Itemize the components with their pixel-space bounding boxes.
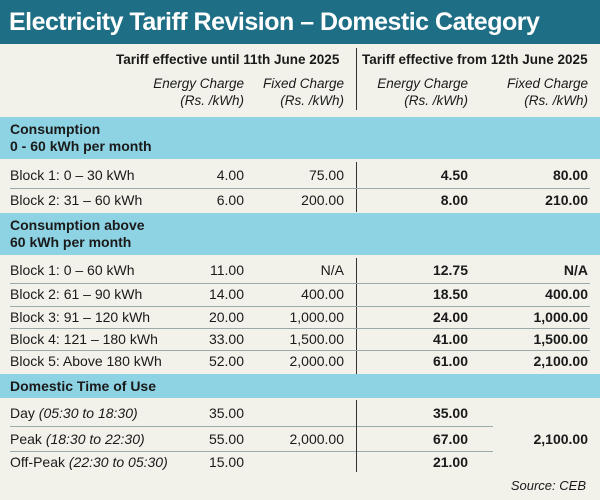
source-caption: Source: CEB <box>510 478 586 493</box>
table-row <box>0 189 600 211</box>
old-fixed-value: 1,500.00 <box>289 331 344 347</box>
row-label: Block 2: 61 – 90 kWh <box>10 286 143 302</box>
row-label <box>10 428 145 450</box>
old-energy-label: Energy Charge <box>153 76 244 91</box>
table-row <box>0 428 600 450</box>
old-fixed-value: 400.00 <box>301 286 344 302</box>
old-energy-value: 35.00 <box>208 405 244 421</box>
new-period-header: Tariff effective from 12th June 2025 <box>362 52 588 67</box>
new-fixed-value: N/A <box>563 262 588 278</box>
old-energy-value: 55.00 <box>208 431 244 447</box>
table-row <box>0 306 600 328</box>
old-fixed-value: N/A <box>320 262 344 278</box>
header-divider <box>356 48 357 110</box>
new-energy-value: 24.00 <box>432 309 468 325</box>
row-label: Block 1: 0 – 60 kWh <box>10 262 135 278</box>
new-energy-value: 41.00 <box>432 331 468 347</box>
new-fixed-header <box>478 75 588 109</box>
row-label <box>10 402 138 424</box>
row-label: Block 1: 0 – 30 kWh <box>10 167 135 183</box>
new-fixed-value: 210.00 <box>545 192 588 208</box>
period-time: (18:30 to 22:30) <box>45 431 145 447</box>
period-name: Off-Peak <box>10 454 65 470</box>
new-energy-value: 8.00 <box>440 192 468 208</box>
new-energy-value: 67.00 <box>432 431 468 447</box>
new-energy-value: 21.00 <box>432 454 468 470</box>
old-fixed-value: 75.00 <box>308 167 344 183</box>
old-energy-value: 14.00 <box>208 286 244 302</box>
new-fixed-value: 400.00 <box>545 286 588 302</box>
section2-title-line2: 60 kWh per month <box>10 234 132 250</box>
new-energy-unit: (Rs. /kWh) <box>404 93 468 108</box>
new-energy-value: 35.00 <box>432 405 468 421</box>
period-time: (22:30 to 05:30) <box>68 454 168 470</box>
table-row <box>0 451 600 473</box>
row-separator <box>10 426 356 427</box>
old-period-header: Tariff effective until 11th June 2025 <box>116 52 340 67</box>
old-energy-value: 6.00 <box>216 192 244 208</box>
new-energy-label: Energy Charge <box>377 76 468 91</box>
old-fixed-value: 1,000.00 <box>289 309 344 325</box>
old-energy-value: 52.00 <box>208 353 244 369</box>
new-energy-value: 12.75 <box>432 262 468 278</box>
table-row <box>0 259 600 281</box>
new-fixed-value: 2,100.00 <box>533 431 588 447</box>
section-consumption-0-60 <box>0 117 600 159</box>
row-label: Block 5: Above 180 kWh <box>10 353 162 369</box>
section1-title-line2: 0 - 60 kWh per month <box>10 138 152 154</box>
new-fixed-unit: (Rs. /kWh) <box>524 93 588 108</box>
old-energy-value: 15.00 <box>208 454 244 470</box>
old-energy-unit: (Rs. /kWh) <box>180 93 244 108</box>
new-energy-value: 18.50 <box>432 286 468 302</box>
new-fixed-value: 1,000.00 <box>533 309 588 325</box>
row-separator <box>357 426 493 427</box>
section-consumption-above-60 <box>0 213 600 255</box>
old-fixed-label: Fixed Charge <box>262 76 344 91</box>
old-energy-value: 20.00 <box>208 309 244 325</box>
old-fixed-unit: (Rs. /kWh) <box>280 93 344 108</box>
row-label: Block 4: 121 – 180 kWh <box>10 331 158 347</box>
section1-title-line1: Consumption <box>10 121 101 137</box>
old-energy-value: 33.00 <box>208 331 244 347</box>
table-row <box>0 283 600 305</box>
old-fixed-value: 2,000.00 <box>289 431 344 447</box>
row-label: Block 2: 31 – 60 kWh <box>10 192 143 208</box>
old-fixed-value: 2,000.00 <box>289 353 344 369</box>
new-fixed-value: 2,100.00 <box>533 353 588 369</box>
old-fixed-header <box>244 75 344 109</box>
period-name: Peak <box>10 431 42 447</box>
table-row <box>0 164 600 186</box>
period-name: Day <box>10 405 35 421</box>
new-fixed-value: 1,500.00 <box>533 331 588 347</box>
new-energy-value: 61.00 <box>432 353 468 369</box>
row-label: Block 3: 91 – 120 kWh <box>10 309 151 325</box>
section2-title-line1: Consumption above <box>10 217 145 233</box>
period-time: (05:30 to 18:30) <box>38 405 138 421</box>
new-fixed-value: 80.00 <box>552 167 588 183</box>
old-energy-value: 4.00 <box>216 167 244 183</box>
old-energy-header <box>124 75 244 109</box>
table-row <box>0 328 600 350</box>
row-label <box>10 451 168 473</box>
new-fixed-label: Fixed Charge <box>506 76 588 91</box>
section-time-of-use: Domestic Time of Use <box>0 374 600 398</box>
page-title: Electricity Tariff Revision – Domestic Category <box>0 0 600 44</box>
table-row <box>0 350 600 372</box>
old-energy-value: 11.00 <box>210 262 244 278</box>
new-energy-value: 4.50 <box>440 167 468 183</box>
new-energy-header <box>348 75 468 109</box>
table-row <box>0 402 600 424</box>
old-fixed-value: 200.00 <box>301 192 344 208</box>
